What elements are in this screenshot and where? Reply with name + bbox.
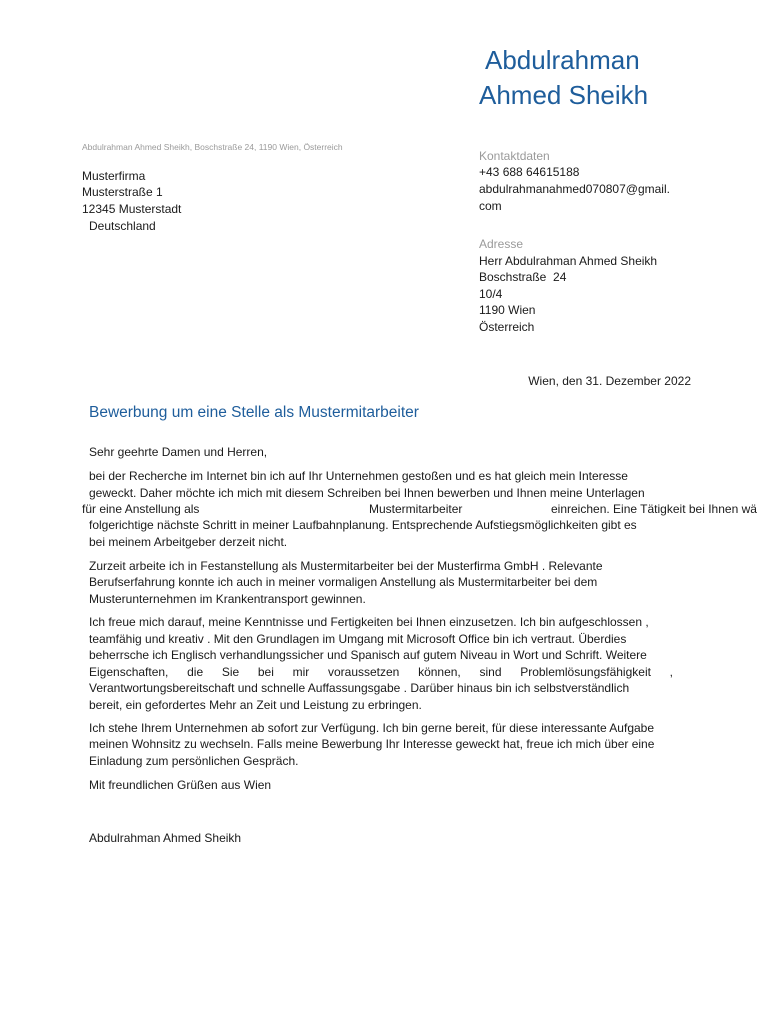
sender-name-first: Abdulrahman (485, 45, 640, 75)
paragraph-line-prefix: für eine Anstellung als (82, 502, 200, 516)
paragraph-line: Verantwortungsbereitschaft und schnelle Auffassungsgabe . Darüber hinaus bin ich selbstverständlich (89, 681, 630, 695)
address-heading: Adresse (479, 237, 524, 251)
recipient-country: Deutschland (89, 219, 156, 233)
contact-email-continued: com (479, 199, 502, 213)
paragraph-line: folgerichtige nächste Schritt in meiner Laufbahnplanung. Entsprechende Aufstiegsmöglichkeiten gibt es (89, 518, 637, 532)
recipient-street: Musterstraße 1 (82, 185, 163, 199)
contact-phone: +43 688 64615188 (479, 165, 580, 179)
paragraph-line: bei meinem Arbeitgeber derzeit nicht. (89, 535, 288, 549)
paragraph-line: bei der Recherche im Internet bin ich auf Ihr Unternehmen gestoßen und es hat gleich mein Interesse (89, 469, 628, 483)
address-street: Boschstraße 24 (479, 270, 567, 284)
paragraph-line: Zurzeit arbeite ich in Festanstellung als Mustermitarbeiter bei der Musterfirma GmbH . Relevante (89, 559, 603, 573)
position-field: Mustermitarbeiter (369, 502, 463, 516)
paragraph-line: teamfähig und kreativ . Mit den Grundlagen im Umgang mit Microsoft Office bin ich vertraut. Überdies (89, 632, 627, 646)
paragraph-line: geweckt. Daher möchte ich mich mit diesem Schreiben bei Ihnen bewerben und Ihnen meine Unterlagen (89, 486, 645, 500)
closing: Mit freundlichen Grüßen aus Wien (89, 778, 272, 792)
paragraph-line: Ich stehe Ihrem Unternehmen ab sofort zur Verfügung. Ich bin gerne bereit, für diese interessante Aufgabe (89, 721, 655, 735)
paragraph-line: Musterunternehmen im Krankentransport gewinnen. (89, 592, 366, 606)
letter-subject: Bewerbung um eine Stelle als Mustermitarbeiter (89, 404, 419, 421)
paragraph-line: Einladung zum persönlichen Gespräch. (89, 754, 299, 768)
paragraph-line: meinen Wohnsitz zu wechseln. Falls meine Bewerbung Ihr Interesse geweckt hat, freue ich mich über eine (89, 737, 655, 751)
paragraph-line-justified: Eigenschaften, die Sie bei mir voraussetzen können, sind Problemlösungsfähigkeit , (89, 665, 673, 679)
letter-date: Wien, den 31. Dezember 2022 (528, 374, 691, 388)
paragraph-line: beherrsche ich Englisch verhandlungssicher und Spanisch auf gutem Niveau in Wort und Schrift. Weitere (89, 648, 647, 662)
recipient-city: 12345 Musterstadt (82, 202, 182, 216)
address-country: Österreich (479, 320, 535, 334)
paragraph-line: Berufserfahrung konnte ich auch in meiner vormaligen Anstellung als Mustermitarbeiter bei dem (89, 575, 598, 589)
salutation: Sehr geehrte Damen und Herren, (89, 445, 268, 459)
paragraph-line: bereit, ein gefordertes Mehr an Zeit und Leistung zu erbringen. (89, 698, 422, 712)
overflow-clip (551, 501, 768, 517)
recipient-company: Musterfirma (82, 169, 146, 183)
contact-email: abdulrahmanahmed070807@gmail. (479, 182, 670, 196)
address-city: 1190 Wien (479, 303, 536, 317)
address-unit: 10/4 (479, 287, 503, 301)
signature-name: Abdulrahman Ahmed Sheikh (89, 831, 242, 845)
sender-name-last: Ahmed Sheikh (479, 80, 649, 110)
paragraph-line: Ich freue mich darauf, meine Kenntnisse und Fertigkeiten bei Ihnen einzusetzen. Ich bin aufgeschlossen , (89, 615, 649, 629)
paragraph-line-suffix: einreichen. Eine Tätigkeit bei Ihnen wä (551, 502, 757, 516)
contact-heading: Kontaktdaten (479, 149, 550, 163)
address-name: Herr Abdulrahman Ahmed Sheikh (479, 254, 658, 268)
return-address: Abdulrahman Ahmed Sheikh, Boschstraße 24, 1190 Wien, Österreich (82, 142, 343, 152)
